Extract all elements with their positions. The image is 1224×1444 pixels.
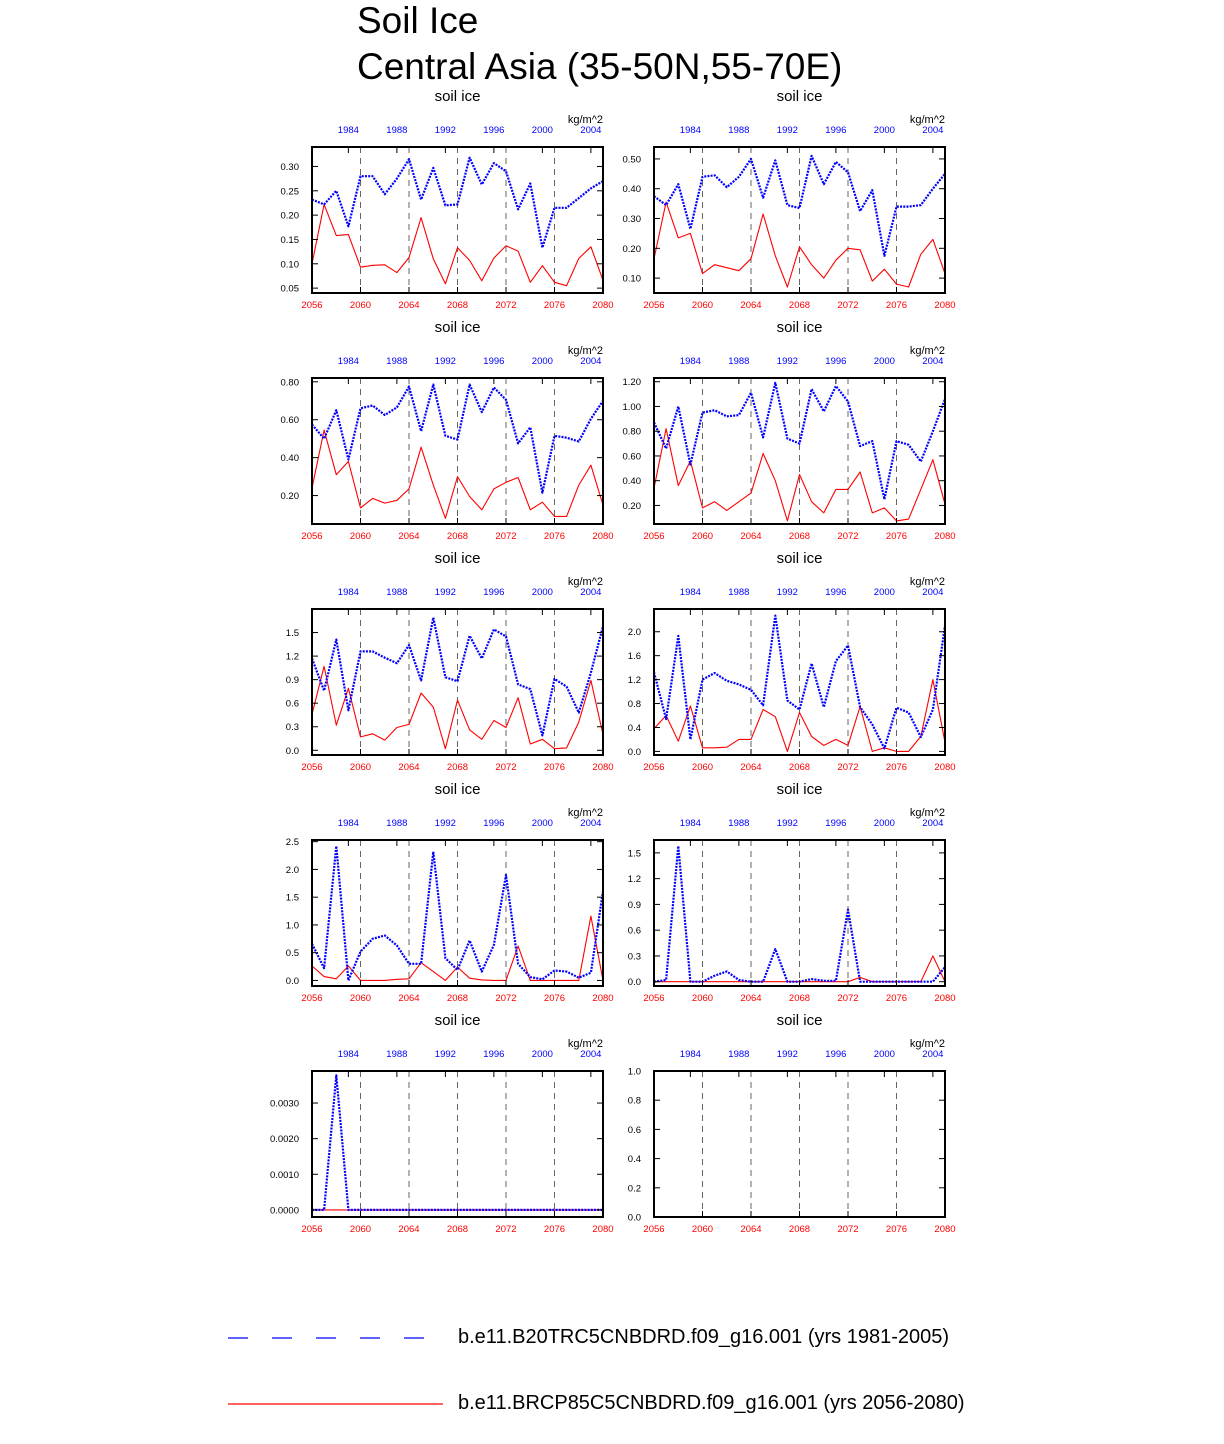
- x-bottom-tick-label: 2056: [301, 762, 323, 773]
- y-tick-label: 0.10: [622, 273, 641, 285]
- y-tick-label: 0.0: [627, 977, 641, 989]
- y-tick-label: 1.0: [285, 920, 299, 932]
- x-bottom-tick-label: 2056: [643, 762, 665, 773]
- x-bottom-tick-label: 2072: [837, 993, 859, 1004]
- x-bottom-tick-label: 2080: [934, 300, 956, 311]
- x-bottom-tick-label: 2080: [934, 1224, 956, 1235]
- x-bottom-tick-label: 2056: [301, 531, 323, 542]
- units-label: kg/m^2: [909, 807, 945, 819]
- x-bottom-tick-label: 2060: [691, 1224, 714, 1235]
- y-tick-label: 0.0010: [269, 1169, 299, 1181]
- x-bottom-tick-label: 2076: [543, 993, 566, 1004]
- chart-subtitle: Central Asia (35-50N,55-70E): [357, 46, 843, 87]
- x-top-tick-label: 1992: [434, 587, 456, 598]
- y-tick-label: 0.05: [280, 283, 299, 295]
- x-bottom-tick-label: 2076: [885, 993, 908, 1004]
- x-top-tick-label: 2004: [922, 125, 944, 136]
- x-top-tick-label: 1988: [728, 587, 750, 598]
- x-bottom-tick-label: 2072: [837, 300, 859, 311]
- y-tick-label: 0.10: [280, 259, 299, 271]
- y-tick-label: 0.40: [622, 476, 641, 488]
- x-bottom-tick-label: 2064: [740, 300, 762, 311]
- x-bottom-tick-label: 2060: [349, 531, 372, 542]
- x-top-tick-label: 1992: [434, 356, 456, 367]
- y-tick-label: 0.15: [280, 234, 299, 246]
- x-top-tick-label: 2000: [873, 587, 895, 598]
- units-label: kg/m^2: [909, 114, 945, 126]
- units-label: kg/m^2: [567, 114, 603, 126]
- x-top-tick-label: 1992: [776, 587, 798, 598]
- x-top-tick-label: 1988: [728, 125, 750, 136]
- units-label: kg/m^2: [909, 576, 945, 588]
- y-tick-label: 0.3: [627, 951, 641, 963]
- chart-panel-10: [628, 1012, 956, 1235]
- x-top-tick-label: 1984: [679, 587, 701, 598]
- chart-panel-9: [270, 1012, 614, 1235]
- y-tick-label: 0.20: [622, 500, 641, 512]
- x-bottom-tick-label: 2060: [691, 762, 714, 773]
- y-tick-label: 0.9: [627, 899, 641, 911]
- y-tick-label: 0.80: [622, 426, 641, 438]
- x-bottom-tick-label: 2056: [643, 531, 665, 542]
- x-bottom-tick-label: 2080: [592, 531, 614, 542]
- x-top-tick-label: 2000: [531, 818, 553, 829]
- x-top-tick-label: 2000: [873, 818, 895, 829]
- y-tick-label: 0.2: [627, 1183, 641, 1195]
- x-bottom-tick-label: 2076: [543, 762, 566, 773]
- y-tick-label: 0.0: [285, 745, 299, 757]
- x-top-tick-label: 1988: [386, 125, 408, 136]
- units-label: kg/m^2: [909, 345, 945, 357]
- x-bottom-tick-label: 2056: [643, 993, 665, 1004]
- y-tick-label: 0.0: [627, 746, 641, 758]
- x-bottom-tick-label: 2076: [885, 762, 908, 773]
- x-top-tick-label: 1992: [776, 125, 798, 136]
- x-top-tick-label: 1984: [679, 818, 701, 829]
- x-bottom-tick-label: 2076: [885, 300, 908, 311]
- units-label: kg/m^2: [567, 1038, 603, 1050]
- x-top-tick-label: 1984: [337, 356, 359, 367]
- x-top-tick-label: 1992: [776, 1049, 798, 1060]
- x-top-tick-label: 1996: [825, 125, 847, 136]
- y-tick-label: 0.6: [627, 925, 641, 937]
- y-tick-label: 0.0: [627, 1212, 641, 1224]
- x-top-tick-label: 1996: [825, 1049, 847, 1060]
- x-top-tick-label: 1992: [434, 818, 456, 829]
- x-bottom-tick-label: 2060: [691, 531, 714, 542]
- panel-title: soil ice: [776, 1012, 823, 1029]
- x-top-tick-label: 2004: [580, 818, 602, 829]
- x-top-tick-label: 2004: [580, 125, 602, 136]
- chart-panel-6: [628, 550, 956, 773]
- y-tick-label: 1.00: [622, 401, 641, 413]
- x-bottom-tick-label: 2068: [446, 1224, 469, 1235]
- x-bottom-tick-label: 2068: [788, 531, 811, 542]
- chart-title: Soil Ice: [357, 0, 479, 41]
- y-tick-label: 0.40: [622, 184, 641, 196]
- x-bottom-tick-label: 2068: [788, 300, 811, 311]
- x-bottom-tick-label: 2068: [788, 1224, 811, 1235]
- x-bottom-tick-label: 2060: [349, 300, 372, 311]
- x-top-tick-label: 2004: [922, 356, 944, 367]
- x-top-tick-label: 1984: [337, 818, 359, 829]
- x-top-tick-label: 1996: [825, 818, 847, 829]
- x-bottom-tick-label: 2068: [446, 993, 469, 1004]
- x-top-tick-label: 1988: [386, 587, 408, 598]
- units-label: kg/m^2: [567, 345, 603, 357]
- x-bottom-tick-label: 2060: [349, 993, 372, 1004]
- units-label: kg/m^2: [567, 807, 603, 819]
- y-tick-label: 2.0: [285, 864, 299, 876]
- x-bottom-tick-label: 2056: [301, 300, 323, 311]
- x-top-tick-label: 2000: [531, 1049, 553, 1060]
- x-bottom-tick-label: 2056: [301, 993, 323, 1004]
- y-tick-label: 0.50: [622, 154, 641, 166]
- x-top-tick-label: 1996: [483, 125, 505, 136]
- y-tick-label: 1.5: [285, 628, 299, 640]
- chart-panel-8: [628, 781, 956, 1004]
- y-tick-label: 0.9: [285, 675, 299, 687]
- x-top-tick-label: 1988: [386, 1049, 408, 1060]
- x-bottom-tick-label: 2076: [543, 531, 566, 542]
- legend-label-historical: b.e11.B20TRC5CNBDRD.f09_g16.001 (yrs 1981-2005): [458, 1326, 950, 1348]
- x-bottom-tick-label: 2056: [643, 1224, 665, 1235]
- y-tick-label: 0.0: [285, 975, 299, 987]
- x-top-tick-label: 1984: [679, 356, 701, 367]
- y-tick-label: 0.60: [280, 415, 299, 427]
- x-bottom-tick-label: 2060: [691, 300, 714, 311]
- x-bottom-tick-label: 2072: [495, 300, 517, 311]
- y-tick-label: 0.3: [285, 722, 299, 734]
- x-top-tick-label: 1988: [728, 356, 750, 367]
- x-bottom-tick-label: 2072: [837, 531, 859, 542]
- x-top-tick-label: 1988: [386, 356, 408, 367]
- x-bottom-tick-label: 2060: [691, 993, 714, 1004]
- x-top-tick-label: 1996: [483, 818, 505, 829]
- y-tick-label: 1.5: [627, 848, 641, 860]
- y-tick-label: 1.0: [627, 1066, 641, 1078]
- chart-panel-5: [286, 550, 614, 773]
- x-top-tick-label: 1988: [728, 818, 750, 829]
- x-top-tick-label: 1996: [825, 356, 847, 367]
- x-bottom-tick-label: 2060: [349, 762, 372, 773]
- x-top-tick-label: 2004: [580, 356, 602, 367]
- x-bottom-tick-label: 2064: [740, 762, 762, 773]
- x-bottom-tick-label: 2080: [934, 762, 956, 773]
- x-top-tick-label: 2000: [531, 587, 553, 598]
- x-bottom-tick-label: 2076: [543, 1224, 566, 1235]
- chart-panel-2: [623, 88, 956, 311]
- x-top-tick-label: 1988: [728, 1049, 750, 1060]
- x-top-tick-label: 1984: [679, 125, 701, 136]
- y-tick-label: 0.4: [627, 722, 641, 734]
- panel-title: soil ice: [434, 781, 481, 798]
- y-tick-label: 0.0030: [269, 1098, 299, 1110]
- x-bottom-tick-label: 2064: [398, 300, 420, 311]
- x-top-tick-label: 2004: [580, 1049, 602, 1060]
- x-bottom-tick-label: 2056: [643, 300, 665, 311]
- x-top-tick-label: 1988: [386, 818, 408, 829]
- x-bottom-tick-label: 2080: [592, 1224, 614, 1235]
- x-top-tick-label: 2000: [873, 125, 895, 136]
- x-top-tick-label: 2004: [922, 818, 944, 829]
- y-tick-label: 0.5: [285, 948, 299, 960]
- x-bottom-tick-label: 2072: [495, 762, 517, 773]
- x-top-tick-label: 2004: [922, 1049, 944, 1060]
- y-tick-label: 0.0020: [269, 1134, 299, 1146]
- units-label: kg/m^2: [567, 576, 603, 588]
- x-bottom-tick-label: 2080: [934, 993, 956, 1004]
- y-tick-label: 0.6: [627, 1124, 641, 1136]
- chart-panel-3: [281, 319, 614, 542]
- panel-title: soil ice: [776, 550, 823, 567]
- x-top-tick-label: 2004: [922, 587, 944, 598]
- x-bottom-tick-label: 2072: [837, 762, 859, 773]
- y-tick-label: 0.4: [627, 1154, 641, 1166]
- x-bottom-tick-label: 2072: [495, 1224, 517, 1235]
- y-tick-label: 0.8: [627, 1095, 641, 1107]
- x-top-tick-label: 2000: [873, 1049, 895, 1060]
- x-top-tick-label: 1992: [434, 125, 456, 136]
- x-top-tick-label: 2000: [531, 356, 553, 367]
- x-bottom-tick-label: 2064: [398, 1224, 420, 1235]
- x-bottom-tick-label: 2064: [398, 993, 420, 1004]
- x-bottom-tick-label: 2076: [885, 1224, 908, 1235]
- x-bottom-tick-label: 2060: [349, 1224, 372, 1235]
- x-bottom-tick-label: 2080: [592, 300, 614, 311]
- x-bottom-tick-label: 2056: [301, 1224, 323, 1235]
- y-tick-label: 1.2: [627, 874, 641, 886]
- x-top-tick-label: 1996: [483, 356, 505, 367]
- x-bottom-tick-label: 2068: [446, 762, 469, 773]
- x-bottom-tick-label: 2080: [934, 531, 956, 542]
- panel-title: soil ice: [776, 319, 823, 336]
- x-bottom-tick-label: 2068: [788, 993, 811, 1004]
- x-top-tick-label: 1984: [337, 587, 359, 598]
- y-tick-label: 0.40: [280, 453, 299, 465]
- x-bottom-tick-label: 2076: [543, 300, 566, 311]
- x-top-tick-label: 1984: [679, 1049, 701, 1060]
- panel-title: soil ice: [434, 550, 481, 567]
- x-bottom-tick-label: 2080: [592, 762, 614, 773]
- y-tick-label: 1.2: [285, 651, 299, 663]
- y-tick-label: 2.5: [285, 837, 299, 849]
- y-tick-label: 1.6: [627, 651, 641, 663]
- panel-title: soil ice: [434, 88, 481, 105]
- y-tick-label: 0.80: [280, 377, 299, 389]
- y-tick-label: 0.20: [280, 491, 299, 503]
- y-tick-label: 1.20: [622, 377, 641, 389]
- x-bottom-tick-label: 2064: [740, 1224, 762, 1235]
- y-tick-label: 2.0: [627, 627, 641, 639]
- x-top-tick-label: 1992: [776, 356, 798, 367]
- x-bottom-tick-label: 2076: [885, 531, 908, 542]
- y-tick-label: 0.6: [285, 698, 299, 710]
- x-bottom-tick-label: 2064: [740, 993, 762, 1004]
- x-top-tick-label: 1992: [434, 1049, 456, 1060]
- x-bottom-tick-label: 2064: [398, 531, 420, 542]
- y-tick-label: 0.8: [627, 699, 641, 711]
- x-bottom-tick-label: 2064: [398, 762, 420, 773]
- x-top-tick-label: 2000: [531, 125, 553, 136]
- y-tick-label: 0.20: [280, 210, 299, 222]
- x-bottom-tick-label: 2068: [788, 762, 811, 773]
- chart-panel-7: [286, 781, 614, 1004]
- units-label: kg/m^2: [909, 1038, 945, 1050]
- x-top-tick-label: 1984: [337, 1049, 359, 1060]
- x-bottom-tick-label: 2068: [446, 531, 469, 542]
- x-top-tick-label: 1996: [825, 587, 847, 598]
- y-tick-label: 0.30: [280, 161, 299, 173]
- x-top-tick-label: 2000: [873, 356, 895, 367]
- x-bottom-tick-label: 2064: [740, 531, 762, 542]
- y-tick-label: 1.5: [285, 892, 299, 904]
- y-tick-label: 0.0000: [269, 1205, 299, 1217]
- x-bottom-tick-label: 2072: [495, 993, 517, 1004]
- chart-panel-1: [281, 88, 614, 311]
- y-tick-label: 1.2: [627, 675, 641, 687]
- y-tick-label: 0.25: [280, 186, 299, 198]
- y-tick-label: 0.60: [622, 451, 641, 463]
- panel-title: soil ice: [776, 781, 823, 798]
- x-bottom-tick-label: 2072: [495, 531, 517, 542]
- x-top-tick-label: 1996: [483, 587, 505, 598]
- x-top-tick-label: 1984: [337, 125, 359, 136]
- legend-label-future: b.e11.BRCP85C5CNBDRD.f09_g16.001 (yrs 2056-2080): [458, 1392, 965, 1414]
- y-tick-label: 0.30: [622, 214, 641, 226]
- chart-panel-4: [623, 319, 956, 542]
- x-top-tick-label: 1992: [776, 818, 798, 829]
- x-top-tick-label: 2004: [580, 587, 602, 598]
- panel-title: soil ice: [434, 319, 481, 336]
- x-bottom-tick-label: 2068: [446, 300, 469, 311]
- x-top-tick-label: 1996: [483, 1049, 505, 1060]
- y-tick-label: 0.20: [622, 243, 641, 255]
- series-line-future: [312, 430, 603, 518]
- legend: [228, 1338, 443, 1404]
- x-bottom-tick-label: 2072: [837, 1224, 859, 1235]
- panel-title: soil ice: [776, 88, 823, 105]
- x-bottom-tick-label: 2080: [592, 993, 614, 1004]
- panel-title: soil ice: [434, 1012, 481, 1029]
